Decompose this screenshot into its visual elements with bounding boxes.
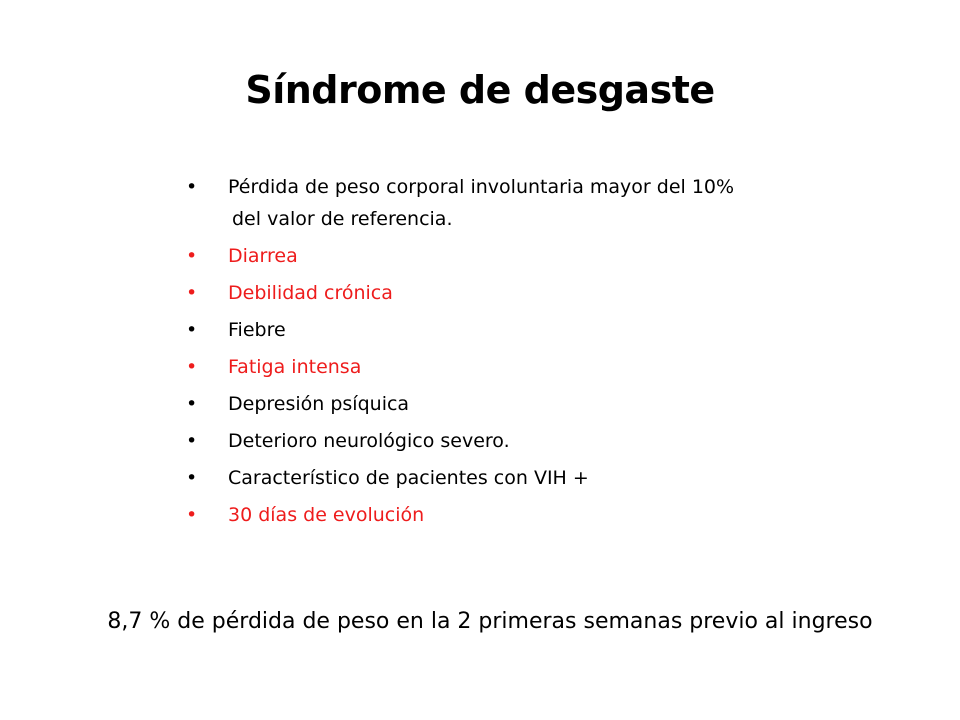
bullet-continuation: del valor de referencia. (232, 208, 453, 230)
bullet-dot-icon: • (186, 430, 198, 452)
bullet-list (186, 172, 776, 537)
bullet-text: Debilidad crónica (228, 282, 393, 304)
bullet-text: Pérdida de peso corporal involuntaria mayor del 10% (228, 176, 735, 198)
bullet-item-duration (186, 500, 776, 530)
bullet-item-weakness (186, 278, 776, 308)
bullet-item-fatigue (186, 352, 776, 382)
bullet-text: Característico de pacientes con VIH + (228, 467, 589, 489)
bullet-item-diarrhea (186, 241, 776, 271)
bullet-text: 30 días de evolución (228, 504, 425, 526)
bullet-text: Deterioro neurológico severo. (228, 430, 510, 452)
bullet-text: Fiebre (228, 319, 286, 341)
bullet-item-hiv (186, 463, 776, 493)
footer-note: 8,7 % de pérdida de peso en la 2 primeras semanas previo al ingreso (107, 609, 873, 634)
bullet-item-fever (186, 315, 776, 345)
bullet-item-weight-loss (186, 172, 776, 202)
bullet-dot-icon: • (186, 176, 198, 198)
bullet-dot-icon: • (186, 393, 198, 415)
bullet-text: Depresión psíquica (228, 393, 410, 415)
bullet-dot-icon: • (186, 245, 198, 267)
bullet-dot-icon: • (186, 356, 198, 378)
bullet-text: Fatiga intensa (228, 356, 362, 378)
slide-title: Síndrome de desgaste (245, 68, 715, 112)
bullet-item-depression (186, 389, 776, 419)
bullet-dot-icon: • (186, 282, 198, 304)
bullet-dot-icon: • (186, 504, 198, 526)
bullet-text: Diarrea (228, 245, 298, 267)
bullet-item-neuro (186, 426, 776, 456)
bullet-dot-icon: • (186, 319, 198, 341)
bullet-dot-icon: • (186, 467, 198, 489)
